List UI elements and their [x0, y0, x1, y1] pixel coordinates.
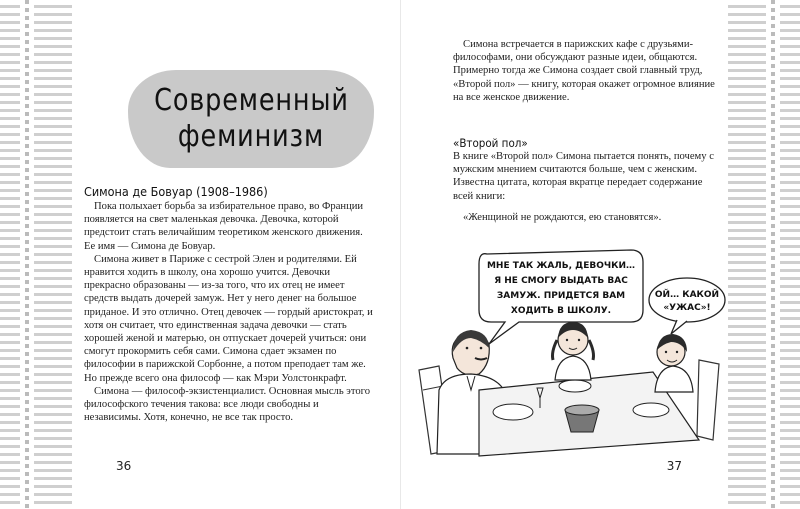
right-intro — [453, 38, 717, 104]
girl-speech-bubble — [649, 278, 725, 334]
section-subhead: Симона де Бовуар (1908–1986) — [84, 184, 268, 199]
girl-center-figure — [553, 322, 594, 380]
paragraph: В книге «Второй пол» Симона пытается понять, почему с мужским мнением считаются больше, чем с женским. Известна цитата, которая вкратце передает содержание всей книги: — [453, 151, 714, 202]
girl-speech-line: ОЙ… КАКОЙ — [654, 290, 720, 300]
plate — [493, 404, 533, 420]
father-speech-line: ХОДИТЬ В ШКОЛУ. — [510, 306, 612, 316]
father-speech-line: ЗАМУЖ. ПРИДЕТСЯ ВАМ — [496, 291, 626, 301]
right-decorative-border — [728, 0, 800, 509]
plate — [633, 403, 669, 417]
chapter-title-line2: феминизм — [177, 119, 325, 154]
family-dinner-illustration — [409, 240, 727, 460]
page-number-left: 36 — [116, 459, 132, 473]
page-number-right: 37 — [666, 459, 682, 473]
paragraph: Симона — философ-экзистенциалист. Основная мысль этого философского течения такова: все люди свободны и независимы. Хотя, конечно, не все так просто. — [84, 385, 371, 424]
paragraph: Симона живет в Париже с сестрой Элен и родителями. Ей нравится ходить в школу, она хорошо учится. Девочки прекрасно образованы — из-за того, что их отец не имеет средств выдать дочерей замуж. Нет у него денег на большое приданое. И это отлично. Отец девочек — гордый аристократ, и хотя он считает, что единственная задача девочки — стать хорошей женой и матерью, он отпускает дочерей учиться: они смогут прокормить себя сами. Симона сдает экзамен по философии в парижской Сорбонне, а потом преподает там же. Но прежде всего она философ — как Мэри Уолстонкрафт. — [84, 253, 373, 384]
father-speech-line: МНЕ ТАК ЖАЛЬ, ДЕВОЧКИ… — [486, 261, 636, 271]
chair-right — [697, 360, 719, 440]
famous-quote: «Женщиной не рождаются, ею становятся». — [463, 211, 662, 223]
father-speech-line: Я НЕ СМОГУ ВЫДАТЬ ВАС — [494, 276, 628, 286]
left-body-text — [84, 200, 374, 424]
chapter-title-line1: Современный — [153, 83, 349, 118]
left-page — [72, 0, 401, 509]
girl-right-figure — [655, 334, 693, 392]
intro-paragraph: Симона встречается в парижских кафе с друзьями-философами, они обсуждают разные идеи, общаются. Примерно тогда же Симона создает свой главный труд, «Второй пол» — книгу, которая окажет огромное влияние на все женское движение. — [453, 39, 715, 103]
plate — [559, 380, 591, 392]
right-page — [401, 0, 728, 509]
left-decorative-border — [0, 0, 72, 509]
second-sex-subhead: «Второй пол» — [453, 136, 528, 150]
paragraph: Пока полыхает борьба за избирательное право, во Франции появляется на свет маленькая девочка. Девочка, которой предстоит стать величайшим теоретиком женского движения. Ее имя — Симона де Бовуар. — [84, 201, 364, 252]
girl-speech-line: «УЖАС»! — [663, 303, 711, 313]
chapter-title-badge — [128, 70, 374, 168]
right-body-text — [453, 150, 717, 224]
